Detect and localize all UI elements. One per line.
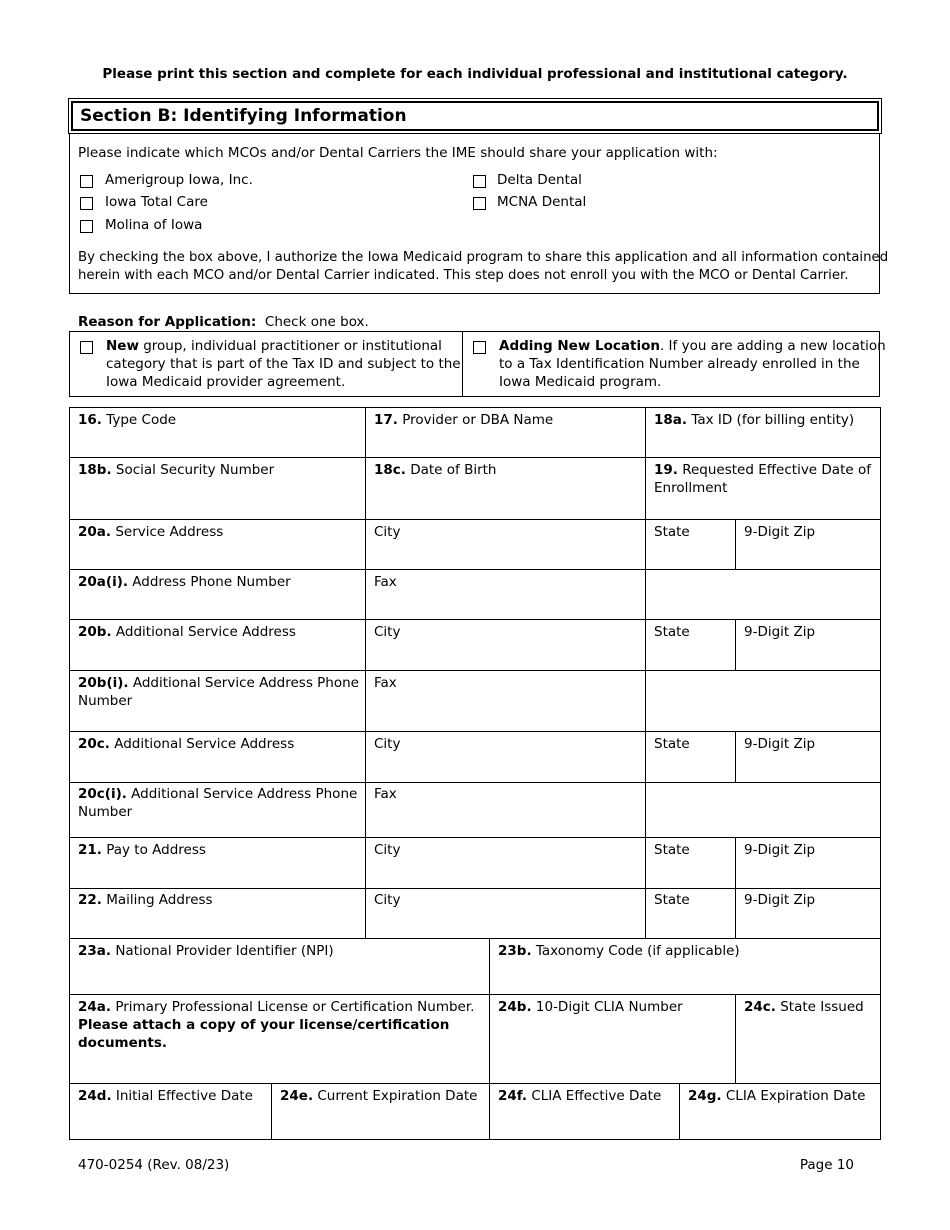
field-20c-city[interactable]: City — [374, 736, 401, 752]
iowa-total-care-checkbox[interactable] — [80, 197, 93, 210]
iowa-total-care-label: Iowa Total Care — [105, 194, 208, 210]
field-24a-license[interactable]: 24a. Primary Professional License or Certification Number. Please attach a copy of your license/certification documents. — [78, 999, 475, 1051]
field-19-effective-date[interactable]: 19. Requested Effective Date of Enrollment — [654, 462, 871, 496]
new-option-line1: New group, individual practitioner or institutional — [106, 338, 442, 354]
field-23a-npi[interactable]: 23a. National Provider Identifier (NPI) — [78, 943, 334, 959]
header-note: Please print this section and complete for each individual professional and institutional category. — [102, 66, 848, 82]
field-20a-state[interactable]: State — [654, 524, 690, 540]
field-21-city[interactable]: City — [374, 842, 401, 858]
section-header — [68, 98, 882, 134]
amerigroup-checkbox[interactable] — [80, 175, 93, 188]
field-20b-additional-address[interactable]: 20b. Additional Service Address — [78, 624, 296, 640]
mco-prompt: Please indicate which MCOs and/or Dental Carriers the IME should share your application with: — [78, 145, 718, 161]
adding-option-line2: to a Tax Identification Number already enrolled in the — [499, 356, 860, 372]
field-18c-dob[interactable]: 18c. Date of Birth — [374, 462, 497, 478]
field-24e-current-expiration[interactable]: 24e. Current Expiration Date — [280, 1088, 478, 1104]
field-18a-tax-id[interactable]: 18a. Tax ID (for billing entity) — [654, 412, 855, 428]
field-20c-additional-address[interactable]: 20c. Additional Service Address — [78, 736, 295, 752]
adding-option-line3: Iowa Medicaid program. — [499, 374, 662, 390]
field-20a-zip[interactable]: 9-Digit Zip — [744, 524, 816, 540]
field-22-city[interactable]: City — [374, 892, 401, 908]
new-checkbox[interactable] — [80, 341, 93, 354]
field-21-pay-to-address[interactable]: 21. Pay to Address — [78, 842, 206, 858]
form-id: 470-0254 (Rev. 08/23) — [78, 1157, 230, 1173]
authorization-text-1: By checking the box above, I authorize the Iowa Medicaid program to share this application and all information contained — [78, 250, 889, 265]
delta-dental-checkbox[interactable] — [473, 175, 486, 188]
field-20bi-fax[interactable]: Fax — [374, 675, 397, 691]
field-24f-clia-effective[interactable]: 24f. CLIA Effective Date — [498, 1088, 662, 1104]
new-option-line2: category that is part of the Tax ID and subject to the — [106, 356, 461, 372]
molina-label: Molina of Iowa — [105, 217, 203, 233]
field-20b-state[interactable]: State — [654, 624, 690, 640]
amerigroup-label: Amerigroup Iowa, Inc. — [105, 172, 253, 188]
adding-location-checkbox[interactable] — [473, 341, 486, 354]
field-22-mailing-address[interactable]: 22. Mailing Address — [78, 892, 213, 908]
field-20ai-fax[interactable]: Fax — [374, 574, 397, 590]
mcna-dental-label: MCNA Dental — [497, 194, 587, 210]
field-20a-service-address[interactable]: 20a. Service Address — [78, 524, 224, 540]
field-22-zip[interactable]: 9-Digit Zip — [744, 892, 816, 908]
field-20b-city[interactable]: City — [374, 624, 401, 640]
field-24d-initial-effective[interactable]: 24d. Initial Effective Date — [78, 1088, 253, 1104]
field-24g-clia-expiration[interactable]: 24g. CLIA Expiration Date — [688, 1088, 866, 1104]
field-20a-city[interactable]: City — [374, 524, 401, 540]
field-21-zip[interactable]: 9-Digit Zip — [744, 842, 816, 858]
reason-title: Reason for Application: Check one box. — [78, 314, 369, 330]
field-20ci-phone[interactable]: 20c(i). Additional Service Address Phone Number — [78, 786, 358, 820]
field-24c-state-issued[interactable]: 24c. State Issued — [744, 999, 864, 1015]
field-20ai-phone[interactable]: 20a(i). Address Phone Number — [78, 574, 291, 590]
field-21-state[interactable]: State — [654, 842, 690, 858]
new-option-line3: Iowa Medicaid provider agreement. — [106, 374, 346, 390]
field-20c-state[interactable]: State — [654, 736, 690, 752]
field-22-state[interactable]: State — [654, 892, 690, 908]
field-24b-clia[interactable]: 24b. 10-Digit CLIA Number — [498, 999, 683, 1015]
field-20bi-phone[interactable]: 20b(i). Additional Service Address Phone Number — [78, 675, 359, 709]
field-18b-ssn[interactable]: 18b. Social Security Number — [78, 462, 275, 478]
page-number: Page 10 — [799, 1157, 854, 1173]
adding-option-line1: Adding New Location. If you are adding a new location — [499, 338, 886, 354]
authorization-text-2: herein with each MCO and/or Dental Carrier indicated. This step does not enroll you with the MCO or Dental Carrier. — [78, 268, 849, 283]
molina-checkbox[interactable] — [80, 220, 93, 233]
field-20c-zip[interactable]: 9-Digit Zip — [744, 736, 816, 752]
delta-dental-label: Delta Dental — [497, 172, 582, 188]
field-20b-zip[interactable]: 9-Digit Zip — [744, 624, 816, 640]
mcna-dental-checkbox[interactable] — [473, 197, 486, 210]
field-23b-taxonomy[interactable]: 23b. Taxonomy Code (if applicable) — [498, 943, 740, 959]
field-20ci-fax[interactable]: Fax — [374, 786, 397, 802]
section-title: Section B: Identifying Information — [71, 101, 879, 131]
field-17-provider-name[interactable]: 17. Provider or DBA Name — [374, 412, 554, 428]
field-16-type-code[interactable]: 16. Type Code — [78, 412, 177, 428]
